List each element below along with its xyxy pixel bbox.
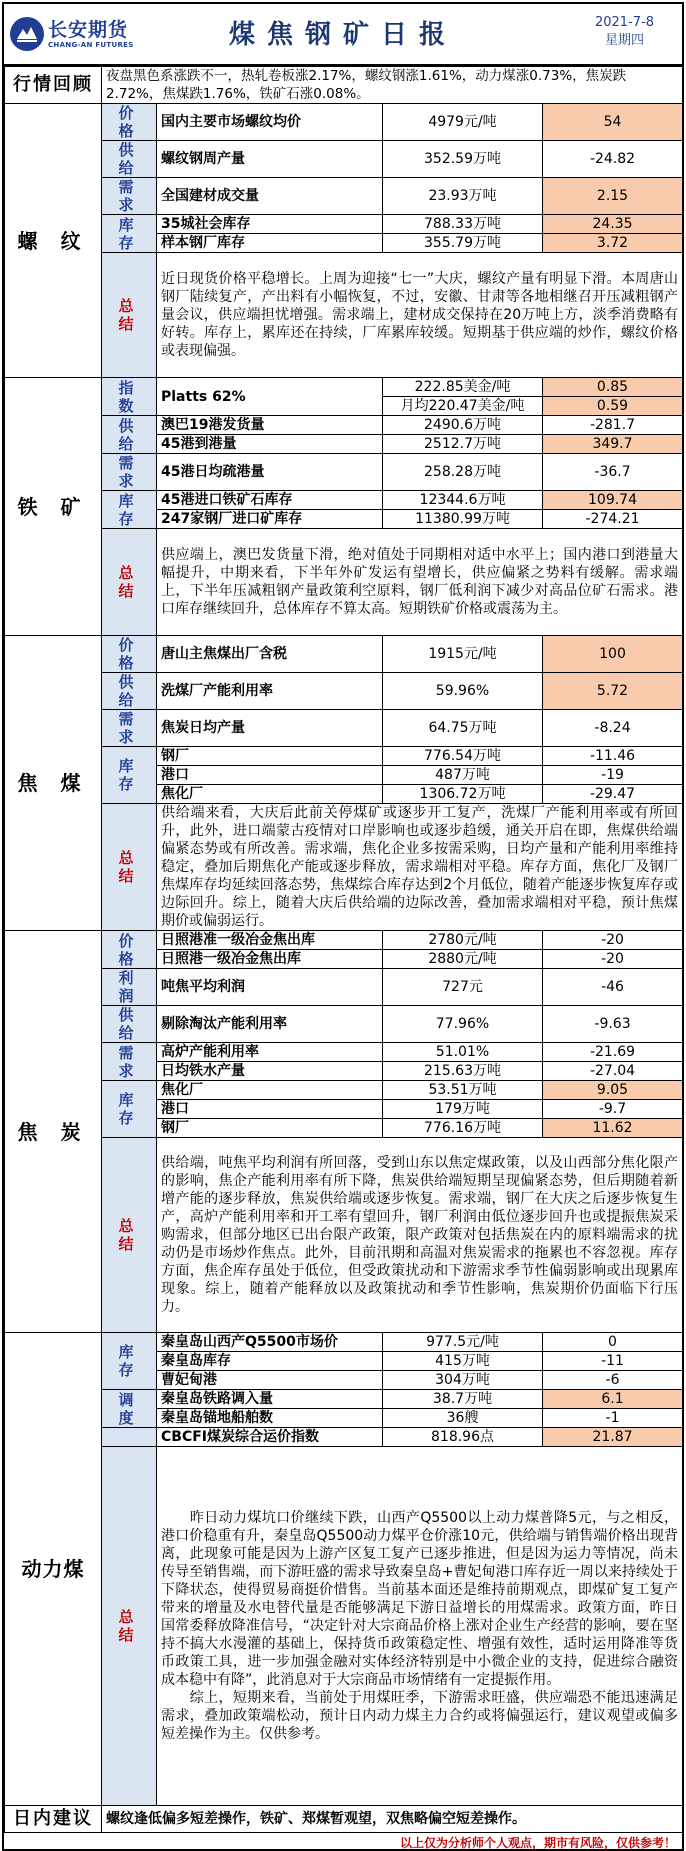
metric-value: 64.75万吨: [383, 710, 543, 747]
logo-cn-text: 长安期货: [48, 19, 129, 41]
metric-change: 5.72: [543, 673, 683, 710]
metric-value: 304万吨: [383, 1371, 543, 1390]
metric-value: 977.5元/吨: [383, 1333, 543, 1352]
metric-change: 21.87: [543, 1428, 683, 1447]
metric-change: 0: [543, 1333, 683, 1352]
metric-change: 349.7: [543, 435, 683, 454]
category-label: 价 格: [102, 931, 157, 969]
metric-value: 51.01%: [383, 1043, 543, 1062]
metric-value: 215.63万吨: [383, 1062, 543, 1081]
section-label-coking-coal: 焦 煤: [5, 636, 102, 931]
metric-change: -27.04: [543, 1062, 683, 1081]
category-label: 价 格: [102, 636, 157, 673]
table-row: [5, 1043, 683, 1062]
table-row: [5, 747, 683, 766]
section-label-rebar: 螺 纹: [5, 104, 102, 378]
metric-change: -11: [543, 1352, 683, 1371]
metric-name: 35城社会库存: [157, 215, 383, 234]
category-label: 需 求: [102, 710, 157, 747]
metric-value: 12344.6万吨: [383, 491, 543, 510]
metric-change: 109.74: [543, 491, 683, 510]
metric-value: 487万吨: [383, 766, 543, 785]
metric-change: -46: [543, 969, 683, 1006]
intraday-advice-row: [5, 1806, 683, 1833]
intraday-advice-label: 日内建议: [5, 1806, 102, 1833]
metric-name: 澳巴19港发货量: [157, 416, 383, 435]
table-row: [5, 178, 683, 215]
summary-label: 总 结: [102, 529, 157, 636]
metric-change: -8.24: [543, 710, 683, 747]
table-row: [5, 931, 683, 950]
metric-value: 月均220.47美金/吨: [383, 397, 543, 416]
table-row: [5, 104, 683, 141]
metric-value: 352.59万吨: [383, 141, 543, 178]
summary-label: 总 结: [102, 253, 157, 378]
metric-value: 727元: [383, 969, 543, 1006]
metric-value: 11380.99万吨: [383, 510, 543, 529]
metric-name: 国内主要市场螺纹均价: [157, 104, 383, 141]
metric-change: -6: [543, 1371, 683, 1390]
metric-value: 818.96点: [383, 1428, 543, 1447]
summary-text-coke: 供给端，吨焦平均利润有所回落，受到山东以焦定煤政策，以及山西部分焦化限产的影响，焦企产能利用率有所下降，焦炭供给端短期呈现偏紧态势，但后期随着新增产能的逐步释放，焦炭供给端或逐步恢复。需求端，钢厂在大庆之后逐步恢复生产，高炉产能利用率和开工率有望回升，钢厂利润由低位逐步回升也或提振焦炭采购需求，但部分地区已出台限产政策，限产政策对包括焦炭在内的原料端需求的扰动仍是市场炒作焦点。此外，目前汛期和高温对焦炭需求的拖累也不容忽视。库存方面，焦企库存虽处于低位，但受政策扰动和下游需求季节性偏弱影响或出现累库现象。综上，随着产能释放以及政策扰动和季节性影响，焦炭期价仍面临下行压力。: [157, 1138, 683, 1333]
metric-name: 吨焦平均利润: [157, 969, 383, 1006]
category-label: 调 度: [102, 1390, 157, 1428]
metric-change: 0.59: [543, 397, 683, 416]
metric-change: -274.21: [543, 510, 683, 529]
metric-name: Platts 62%: [157, 378, 383, 416]
table-row: [5, 1006, 683, 1043]
metric-name: 秦皇岛铁路调入量: [157, 1390, 383, 1409]
metric-change: 3.72: [543, 234, 683, 253]
metric-name: 45港到港量: [157, 435, 383, 454]
metric-change: -1: [543, 1409, 683, 1428]
metric-name: 45港进口铁矿石库存: [157, 491, 383, 510]
category-label: 需 求: [102, 178, 157, 215]
metric-value: 776.16万吨: [383, 1119, 543, 1138]
category-label: 库 存: [102, 491, 157, 529]
category-label: 库 存: [102, 1333, 157, 1390]
metric-change: -281.7: [543, 416, 683, 435]
table-row: [5, 673, 683, 710]
metric-name: CBCFI煤炭综合运价指数: [157, 1428, 383, 1447]
metric-change: -11.46: [543, 747, 683, 766]
metric-name: 焦化厂: [157, 785, 383, 804]
metric-name: 全国建材成交量: [157, 178, 383, 215]
metric-name: 钢厂: [157, 1119, 383, 1138]
metric-change: 9.05: [543, 1081, 683, 1100]
metric-change: -36.7: [543, 454, 683, 491]
category-label: 供 给: [102, 141, 157, 178]
table-row: [5, 636, 683, 673]
metric-change: 2.15: [543, 178, 683, 215]
intraday-advice-text: 螺纹逢低偏多短差操作，铁矿、郑煤暂观望，双焦略偏空短差操作。: [102, 1806, 683, 1833]
metric-value: 355.79万吨: [383, 234, 543, 253]
metric-change: -21.69: [543, 1043, 683, 1062]
metric-value: 2490.6万吨: [383, 416, 543, 435]
summary-label: 总 结: [102, 1447, 157, 1806]
table-row: [5, 215, 683, 234]
market-review-row: [5, 67, 683, 104]
summary-text-thermal-coal: 昨日动力煤坑口价继续下跌，山西产Q5500以上动力煤普降5元，与之相反，港口价稳重有升，秦皇岛Q5500动力煤平仓价涨10元，供给端与销售端价格出现背离，此现象可能是因为上游产区复工复产已逐步推进，但是因为运力等情况，尚未传导至销售端，而下游旺盛的需求导致秦皇岛+曹妃甸港口库存近一周以来持续处于下降状态，使得贸易商挺价惜售。当前基本面还是维持前期观点，即煤矿复工复产带来的增量及水电替代量是否能够满足下游日益增长的用煤需求。政策方面，昨日国常委释放降准信号，“决定针对大宗商品价格上涨对企业生产经营的影响，要在坚持不搞大水漫灌的基础上，保持货币政策稳定性、增强有效性，适时运用降准等货币政策工具，进一步加强金融对实体经济特别是中小微企业的支持，促进综合融资成本稳中有降”，此消息对于大宗商品市场情绪有一定提振作用。 综上，短期来看，当前处于用煤旺季，下游需求旺盛，供应端恐不能迅速满足需求，叠加政策端松动，预计日内动力煤主力合约或将偏强运行，建议观望或偏多短差操作为主。仅供参考。: [157, 1447, 683, 1806]
table-row: [5, 1333, 683, 1352]
metric-name: 高炉产能利用率: [157, 1043, 383, 1062]
category-label: 供 给: [102, 1006, 157, 1043]
category-label: 需 求: [102, 454, 157, 491]
summary-row: [5, 1138, 683, 1333]
section-label-thermal-coal: 动力煤: [5, 1333, 102, 1806]
logo-en-text: CHANG-AN FUTURES: [48, 41, 134, 49]
metric-change: 100: [543, 636, 683, 673]
metric-value: 788.33万吨: [383, 215, 543, 234]
table-row: [5, 141, 683, 178]
metric-value: 36艘: [383, 1409, 543, 1428]
table-row: [5, 969, 683, 1006]
market-review-label: 行情回顾: [5, 67, 102, 104]
metric-name: 秦皇岛山西产Q5500市场价: [157, 1333, 383, 1352]
metric-change: -20: [543, 950, 683, 969]
metric-value: 1915元/吨: [383, 636, 543, 673]
category-label: 供 给: [102, 416, 157, 454]
summary-row: [5, 529, 683, 636]
metric-change: -29.47: [543, 785, 683, 804]
category-label: 指 数: [102, 378, 157, 416]
table-row: [5, 416, 683, 435]
category-label: 供 给: [102, 673, 157, 710]
metric-name: 唐山主焦煤出厂含税: [157, 636, 383, 673]
report-date: [595, 14, 654, 50]
table-row: [5, 454, 683, 491]
summary-text-coking-coal: 供给端来看，大庆后此前关停煤矿或逐步开工复产，洗煤厂产能利用率或有所回升，此外，进口端蒙古疫情对口岸影响也或逐步趋缓，通关开启在即，焦煤供给端偏紧态势或有所改善。需求端，焦化企业多按需采购，日均产量和产能利用率维持稳定，叠加后期焦化产能或逐步释放，需求端相对平稳。库存方面，焦化厂及钢厂焦煤库存均延续回落态势，焦煤综合库存达到2个月低位，随着产能逐步恢复库存或边际回升。综上，随着大庆后供给端的边际改善，叠加需求端相对平稳，预计焦煤期价或偏弱运行。: [157, 804, 683, 931]
summary-row: [5, 253, 683, 378]
section-label-ore: 铁 矿: [5, 378, 102, 636]
metric-value: 179万吨: [383, 1100, 543, 1119]
metric-value: 776.54万吨: [383, 747, 543, 766]
table-row: [5, 378, 683, 397]
metric-name: 港口: [157, 1100, 383, 1119]
category-label: [102, 1428, 157, 1447]
report-header: [4, 4, 682, 66]
metric-name: 日照港一级冶金焦出库: [157, 950, 383, 969]
table-row: [5, 491, 683, 510]
metric-change: 11.62: [543, 1119, 683, 1138]
metric-change: 0.85: [543, 378, 683, 397]
metric-change: -24.82: [543, 141, 683, 178]
weekday-text: 星期四: [604, 33, 644, 48]
metric-change: 6.1: [543, 1390, 683, 1409]
metric-name: 曹妃甸港: [157, 1371, 383, 1390]
footer-area: [4, 1833, 682, 1849]
disclaimer-text: 以上仅为分析师个人观点，期市有风险，仅供参考！: [399, 1836, 676, 1850]
report-table: [4, 66, 683, 1833]
metric-change: -19: [543, 766, 683, 785]
summary-text-rebar: 近日现货价格平稳增长。上周为迎接“七一”大庆，螺纹产量有明显下滑。本周唐山钢厂陆续复产，产出料有小幅恢复，不过，安徽、甘肃等各地相继召开压减粗钢产量会议，供应端担忧增强。需求端上，建材成交保持在20万吨上方，淡季消费略有好转。库存上，累库还在持续，厂库累库较缓。短期基于供应端的炒作，螺纹价格或表现偏强。: [157, 253, 683, 378]
metric-change: -9.63: [543, 1006, 683, 1043]
metric-value: 2512.7万吨: [383, 435, 543, 454]
metric-value: 59.96%: [383, 673, 543, 710]
section-label-coke: 焦 炭: [5, 931, 102, 1333]
category-label: 库 存: [102, 747, 157, 804]
summary-row: [5, 804, 683, 931]
metric-name: 日照港准一级冶金焦出库: [157, 931, 383, 950]
table-row: [5, 1390, 683, 1409]
metric-name: 秦皇岛锚地船舶数: [157, 1409, 383, 1428]
metric-value: 222.85美金/吨: [383, 378, 543, 397]
metric-name: 螺纹钢周产量: [157, 141, 383, 178]
table-row: [5, 710, 683, 747]
metric-value: 23.93万吨: [383, 178, 543, 215]
metric-name: 45港日均疏港量: [157, 454, 383, 491]
table-row: [5, 1428, 683, 1447]
metric-change: 54: [543, 104, 683, 141]
market-review-text: 夜盘黑色系涨跌不一，热轧卷板涨2.17%，螺纹钢涨1.61%，动力煤涨0.73%，焦炭跌2.72%，焦煤跌1.76%，铁矿石涨0.08%。: [102, 67, 683, 104]
summary-label: 总 结: [102, 804, 157, 931]
summary-text-ore: 供应端上，澳巴发货量下滑，绝对值处于同期相对适中水平上；国内港口到港量大幅提升，中期来看，下半年外矿发运有望增长，供应偏紧之势料有缓解。需求端上，下半年压减粗钢产量政策利空原料，钢厂低利润下减少对高品位矿石需求。港口库存继续回升，总体库存不算太高。短期铁矿价格或震荡为主。: [157, 529, 683, 636]
metric-name: 样本钢厂库存: [157, 234, 383, 253]
metric-name: 洗煤厂产能利用率: [157, 673, 383, 710]
table-row: [5, 1081, 683, 1100]
metric-name: 钢厂: [157, 747, 383, 766]
metric-name: 焦炭日均产量: [157, 710, 383, 747]
metric-name: 秦皇岛库存: [157, 1352, 383, 1371]
metric-value: 77.96%: [383, 1006, 543, 1043]
summary-row: [5, 1447, 683, 1806]
summary-label: 总 结: [102, 1138, 157, 1333]
category-label: 价 格: [102, 104, 157, 141]
metric-value: 415万吨: [383, 1352, 543, 1371]
category-label: 利 润: [102, 969, 157, 1006]
category-label: 需 求: [102, 1043, 157, 1081]
metric-name: 焦化厂: [157, 1081, 383, 1100]
metric-value: 4979元/吨: [383, 104, 543, 141]
metric-value: 258.28万吨: [383, 454, 543, 491]
metric-value: 2780元/吨: [383, 931, 543, 950]
metric-value: 53.51万吨: [383, 1081, 543, 1100]
metric-name: 剔除淘汰产能利用率: [157, 1006, 383, 1043]
metric-change: -20: [543, 931, 683, 950]
metric-change: 24.35: [543, 215, 683, 234]
report-title: 煤焦钢矿日报: [228, 20, 457, 50]
metric-value: 1306.72万吨: [383, 785, 543, 804]
metric-value: 2880元/吨: [383, 950, 543, 969]
metric-change: -9.7: [543, 1100, 683, 1119]
metric-value: 38.7万吨: [383, 1390, 543, 1409]
category-label: 库 存: [102, 215, 157, 253]
report-page: [2, 2, 684, 1851]
metric-name: 247家钢厂进口矿库存: [157, 510, 383, 529]
metric-name: 港口: [157, 766, 383, 785]
category-label: 库 存: [102, 1081, 157, 1138]
date-text: 2021-7-8: [594, 15, 654, 30]
metric-name: 日均铁水产量: [157, 1062, 383, 1081]
